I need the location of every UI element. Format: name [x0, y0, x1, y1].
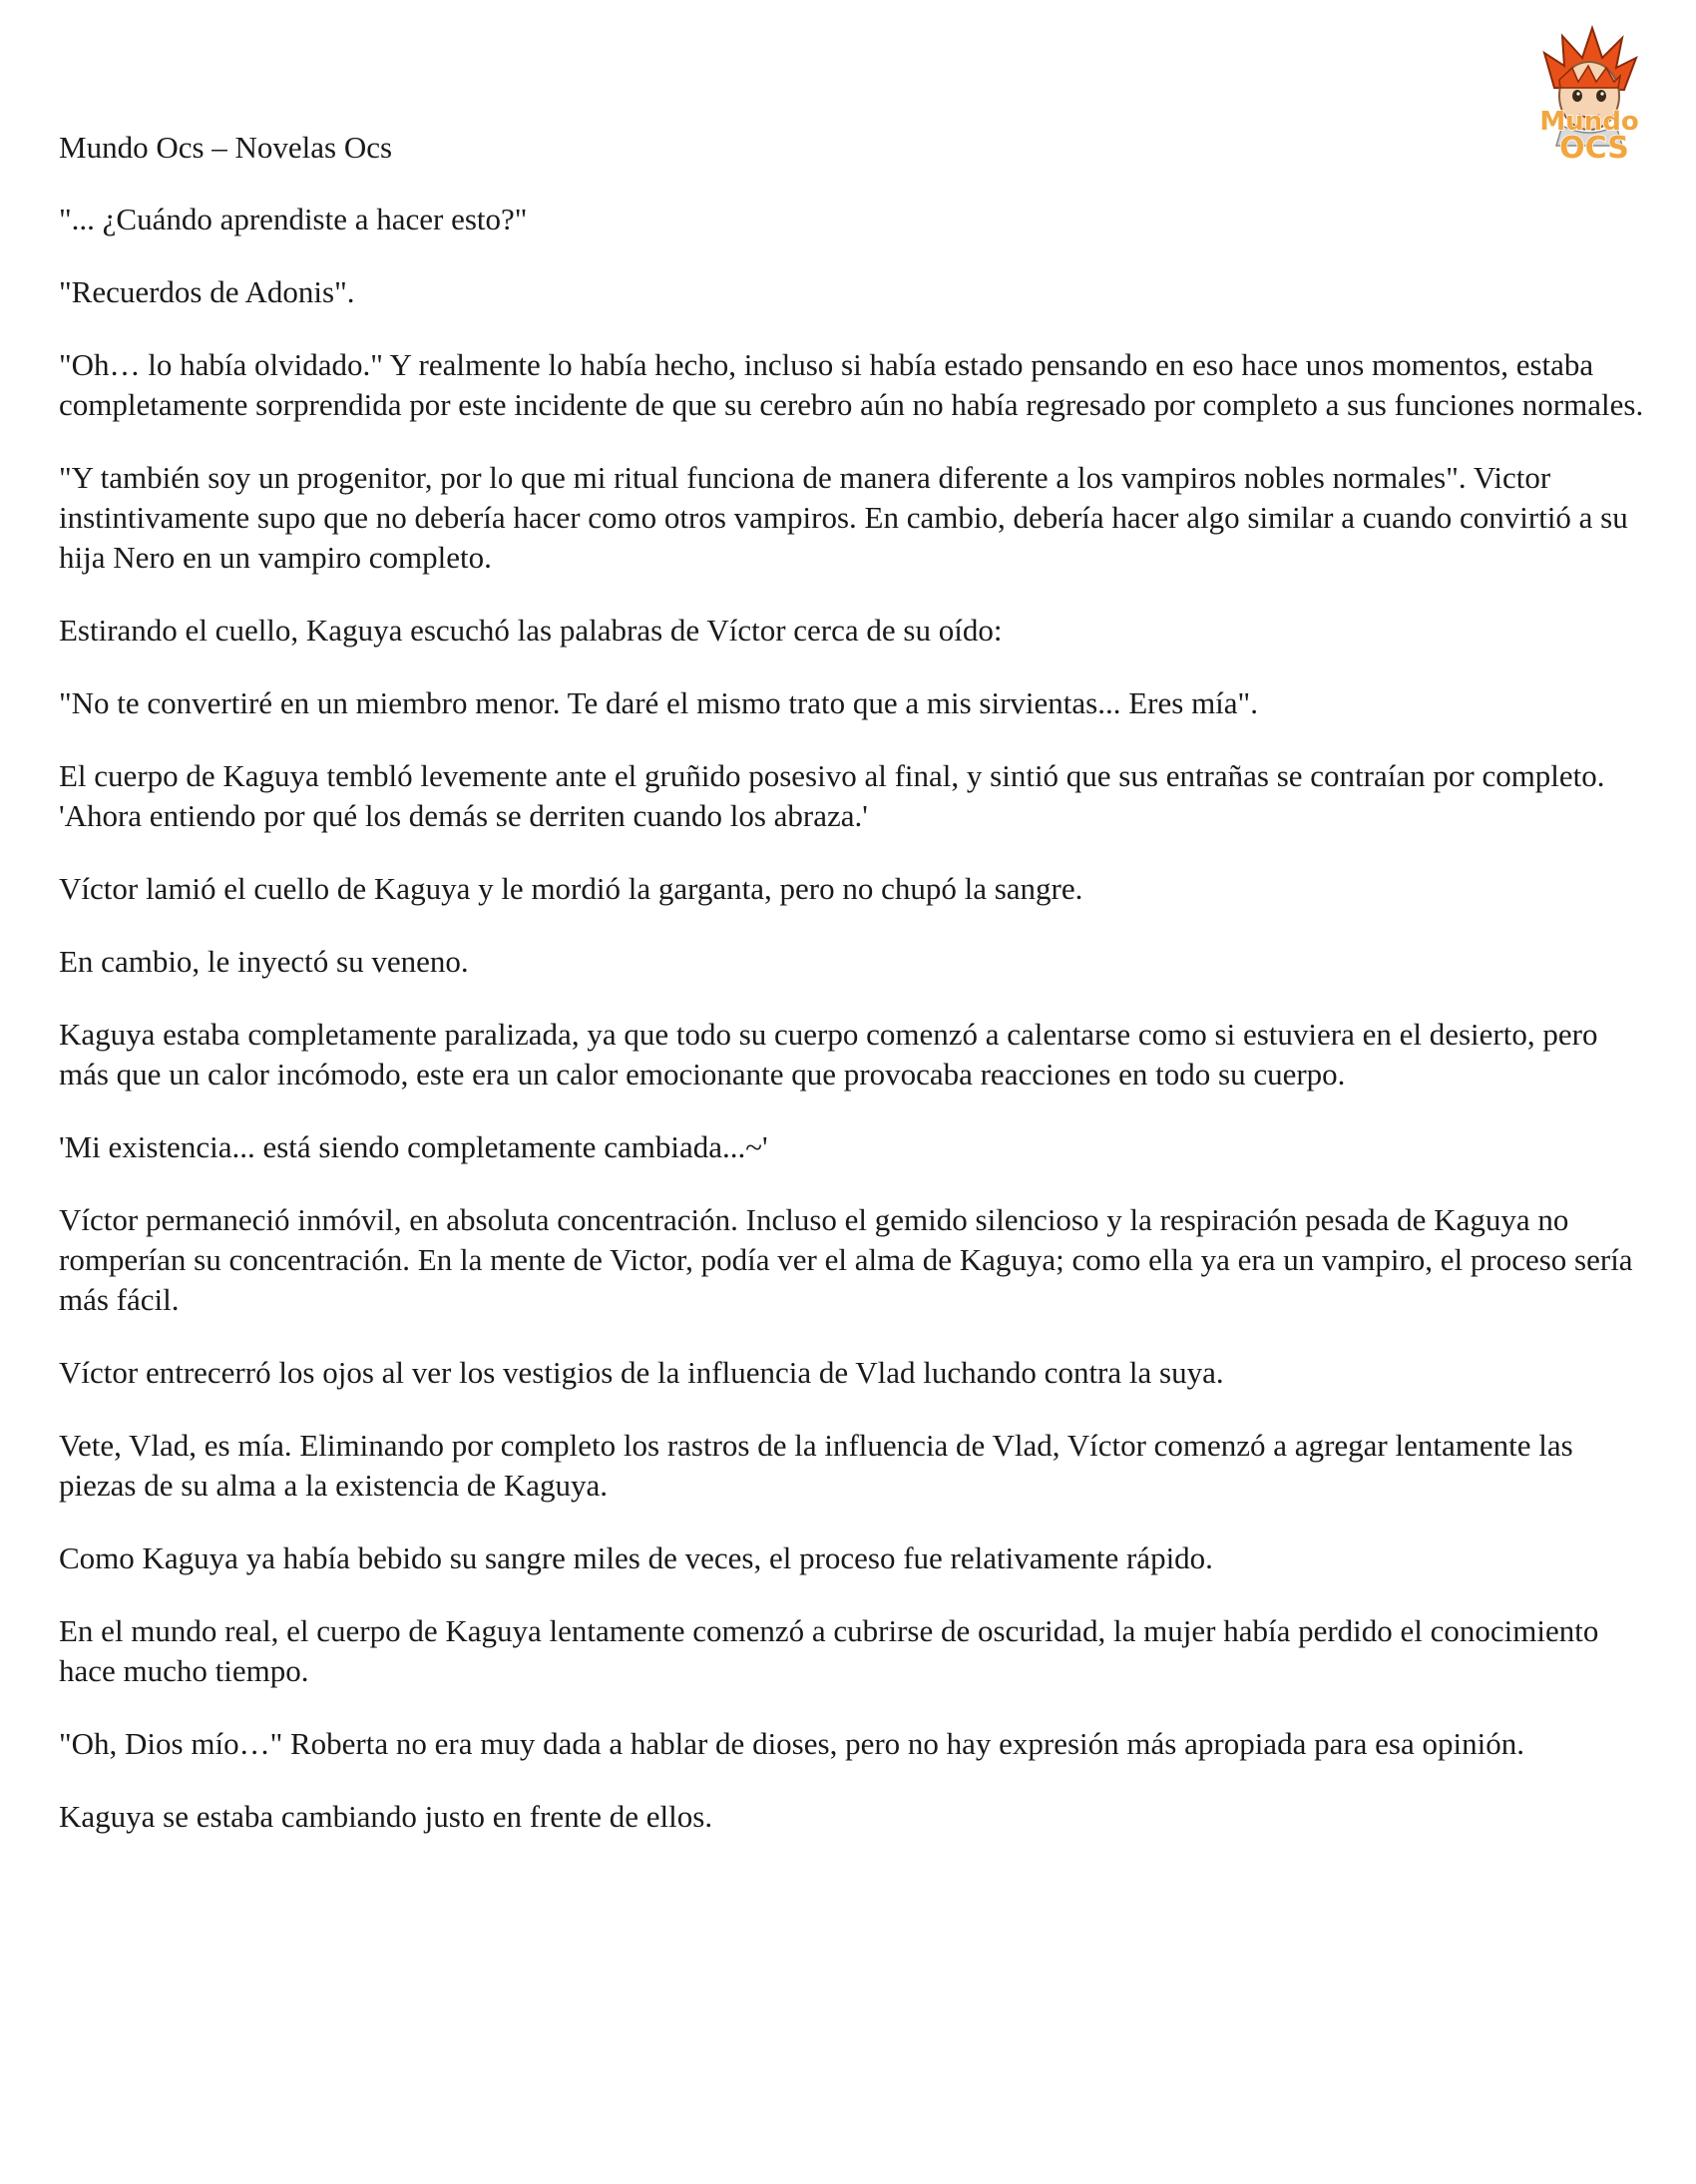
- paragraph: "Oh… lo había olvidado." Y realmente lo había hecho, incluso si había estado pensando en eso hace unos momentos, estaba completamente sorprendida por este incidente de que su cerebro aún no había regresado por completo a sus funciones normales.: [59, 347, 1644, 422]
- paragraph: "Y también soy un progenitor, por lo que mi ritual funciona de manera diferente a los vampiros nobles normales". Victor instintivamente supo que no debería hacer como otros vampiros. En cambio, debería hacer algo similar a cuando convirtió a su hija Nero en un vampiro completo.: [59, 460, 1628, 575]
- paragraph: Estirando el cuello, Kaguya escuchó las palabras de Víctor cerca de su oído:: [59, 613, 1003, 648]
- paragraph: Víctor entrecerró los ojos al ver los vestigios de la influencia de Vlad luchando contra la suya.: [59, 1355, 1224, 1390]
- paragraph: Como Kaguya ya había bebido su sangre miles de veces, el proceso fue relativamente rápido.: [59, 1540, 1213, 1575]
- document-page: [59, 128, 1655, 1870]
- paragraph: Víctor lamió el cuello de Kaguya y le mordió la garganta, pero no chupó la sangre.: [59, 871, 1083, 906]
- paragraph: 'Mi existencia... está siendo completamente cambiada...~': [59, 1129, 768, 1164]
- paragraph: "Oh, Dios mío…" Roberta no era muy dada a hablar de dioses, pero no hay expresión más apropiada para esa opinión.: [59, 1726, 1524, 1761]
- paragraph: En cambio, le inyectó su veneno.: [59, 944, 469, 979]
- paragraph: Víctor permaneció inmóvil, en absoluta concentración. Incluso el gemido silencioso y la respiración pesada de Kaguya no romperían su concentración. En la mente de Victor, podía ver el alma de Kaguya; como ella ya era un vampiro, el proceso sería más fácil.: [59, 1202, 1633, 1317]
- site-title: Mundo Ocs – Novelas Ocs: [59, 130, 393, 165]
- paragraph: "Recuerdos de Adonis".: [59, 274, 355, 309]
- logo-text-bottom: OCS: [1559, 131, 1629, 166]
- logo-text-top: Mundo: [1539, 107, 1639, 137]
- paragraph: "... ¿Cuándo aprendiste a hacer esto?": [59, 202, 528, 236]
- paragraph: El cuerpo de Kaguya tembló levemente ante el gruñido posesivo al final, y sintió que sus entrañas se contraían por completo. 'Ahora entiendo por qué los demás se derriten cuando los abraza.': [59, 758, 1605, 833]
- paragraph: "No te convertiré en un miembro menor. Te daré el mismo trato que a mis sirvientas... Eres mía".: [59, 685, 1258, 720]
- paragraph: Kaguya se estaba cambiando justo en frente de ellos.: [59, 1799, 713, 1834]
- paragraph: Vete, Vlad, es mía. Eliminando por completo los rastros de la influencia de Vlad, Víctor comenzó a agregar lentamente las piezas de su alma a la existencia de Kaguya.: [59, 1428, 1573, 1503]
- paragraph: En el mundo real, el cuerpo de Kaguya lentamente comenzó a cubrirse de oscuridad, la mujer había perdido el conocimiento hace mucho tiempo.: [59, 1613, 1599, 1688]
- paragraph: Kaguya estaba completamente paralizada, ya que todo su cuerpo comenzó a calentarse como si estuviera en el desierto, pero más que un calor incómodo, este era un calor emocionante que provocaba reacciones en todo su cuerpo.: [59, 1017, 1598, 1092]
